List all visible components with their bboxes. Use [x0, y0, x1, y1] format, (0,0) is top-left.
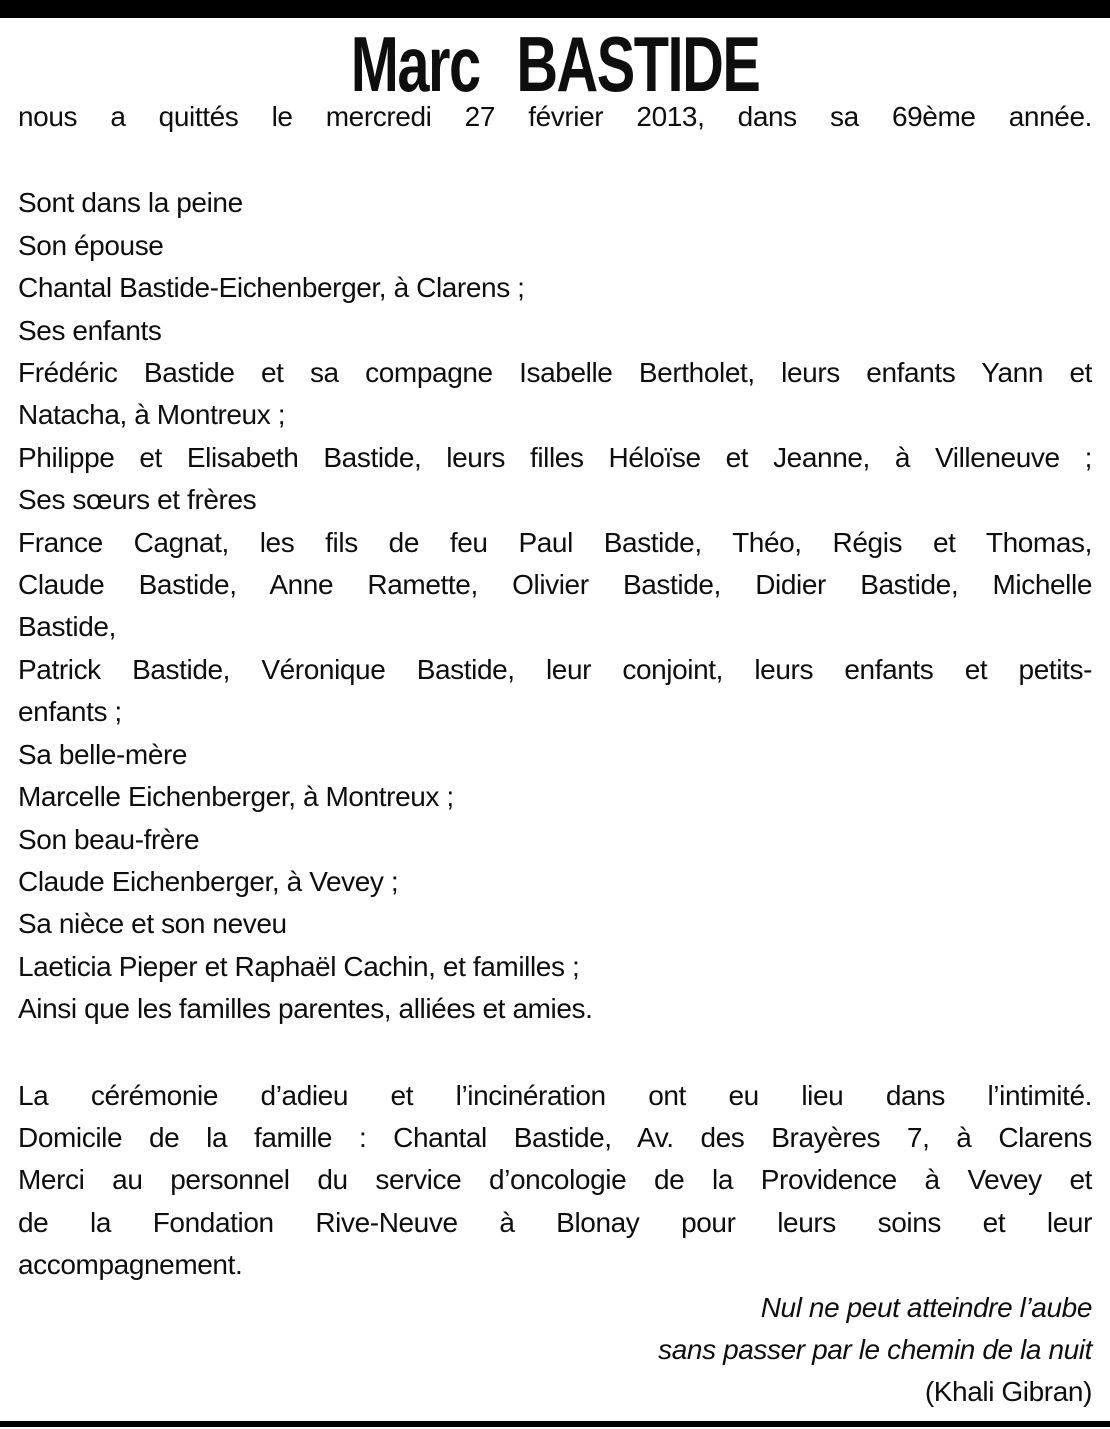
notice-line: Domicile de la famille : Chantal Bastide, Av. des Brayères 7, à Clarens	[18, 1121, 1092, 1153]
quote-line: Nul ne peut atteindre l’aube	[760, 1291, 1092, 1323]
notice-line: Chantal Bastide-Eichenberger, à Clarens ;	[18, 272, 525, 304]
notice-line: France Cagnat, les fils de feu Paul Bastide, Théo, Régis et Thomas,	[18, 526, 1092, 558]
intro-line: nous a quittés le mercredi 27 février 2013, dans sa 69ème année.	[18, 101, 1092, 132]
notice-line: Ses enfants	[18, 314, 162, 346]
bottom-border-rule	[0, 1421, 1110, 1427]
notice-line: Natacha, à Montreux ;	[18, 399, 286, 431]
notice-line: Claude Bastide, Anne Ramette, Olivier Bastide, Didier Bastide, Michelle	[18, 569, 1092, 601]
notice-body	[18, 96, 1092, 1414]
notice-line: enfants ;	[18, 696, 122, 728]
notice-line: Sont dans la peine	[18, 187, 243, 219]
top-border-bar	[0, 0, 1110, 18]
notice-line: Son beau-frère	[18, 823, 200, 855]
notice-line: Patrick Bastide, Véronique Bastide, leur conjoint, leurs enfants et petits-	[18, 653, 1092, 685]
notice-line: Frédéric Bastide et sa compagne Isabelle Bertholet, leurs enfants Yann et	[18, 357, 1092, 389]
notice-line: La cérémonie d’adieu et l’incinération ont eu lieu dans l’intimité.	[18, 1079, 1092, 1111]
notice-line: accompagnement.	[18, 1249, 243, 1281]
notice-line: Sa nièce et son neveu	[18, 908, 287, 940]
notice-line: Laeticia Pieper et Raphaël Cachin, et familles ;	[18, 950, 580, 982]
quote-line: sans passer par le chemin de la nuit	[658, 1333, 1092, 1365]
notice-line: Philippe et Elisabeth Bastide, leurs filles Héloïse et Jeanne, à Villeneuve ;	[18, 441, 1092, 473]
quote-attribution: (Khali Gibran)	[924, 1376, 1092, 1408]
notice-line: Claude Eichenberger, à Vevey ;	[18, 865, 399, 897]
notice-line: Marcelle Eichenberger, à Montreux ;	[18, 781, 454, 813]
notice-line: Ainsi que les familles parentes, alliées et amies.	[18, 993, 593, 1025]
notice-line: Son épouse	[18, 229, 164, 261]
notice-line: Bastide,	[18, 611, 116, 643]
notice-line: Ses sœurs et frères	[18, 484, 257, 516]
notice-line: Sa belle-mère	[18, 738, 188, 770]
notice-line: Merci au personnel du service d’oncologie de la Providence à Vevey et	[18, 1164, 1092, 1196]
deceased-name: Marc BASTIDE	[350, 20, 760, 108]
notice-line: de la Fondation Rive-Neuve à Blonay pour leurs soins et leur	[18, 1206, 1092, 1238]
